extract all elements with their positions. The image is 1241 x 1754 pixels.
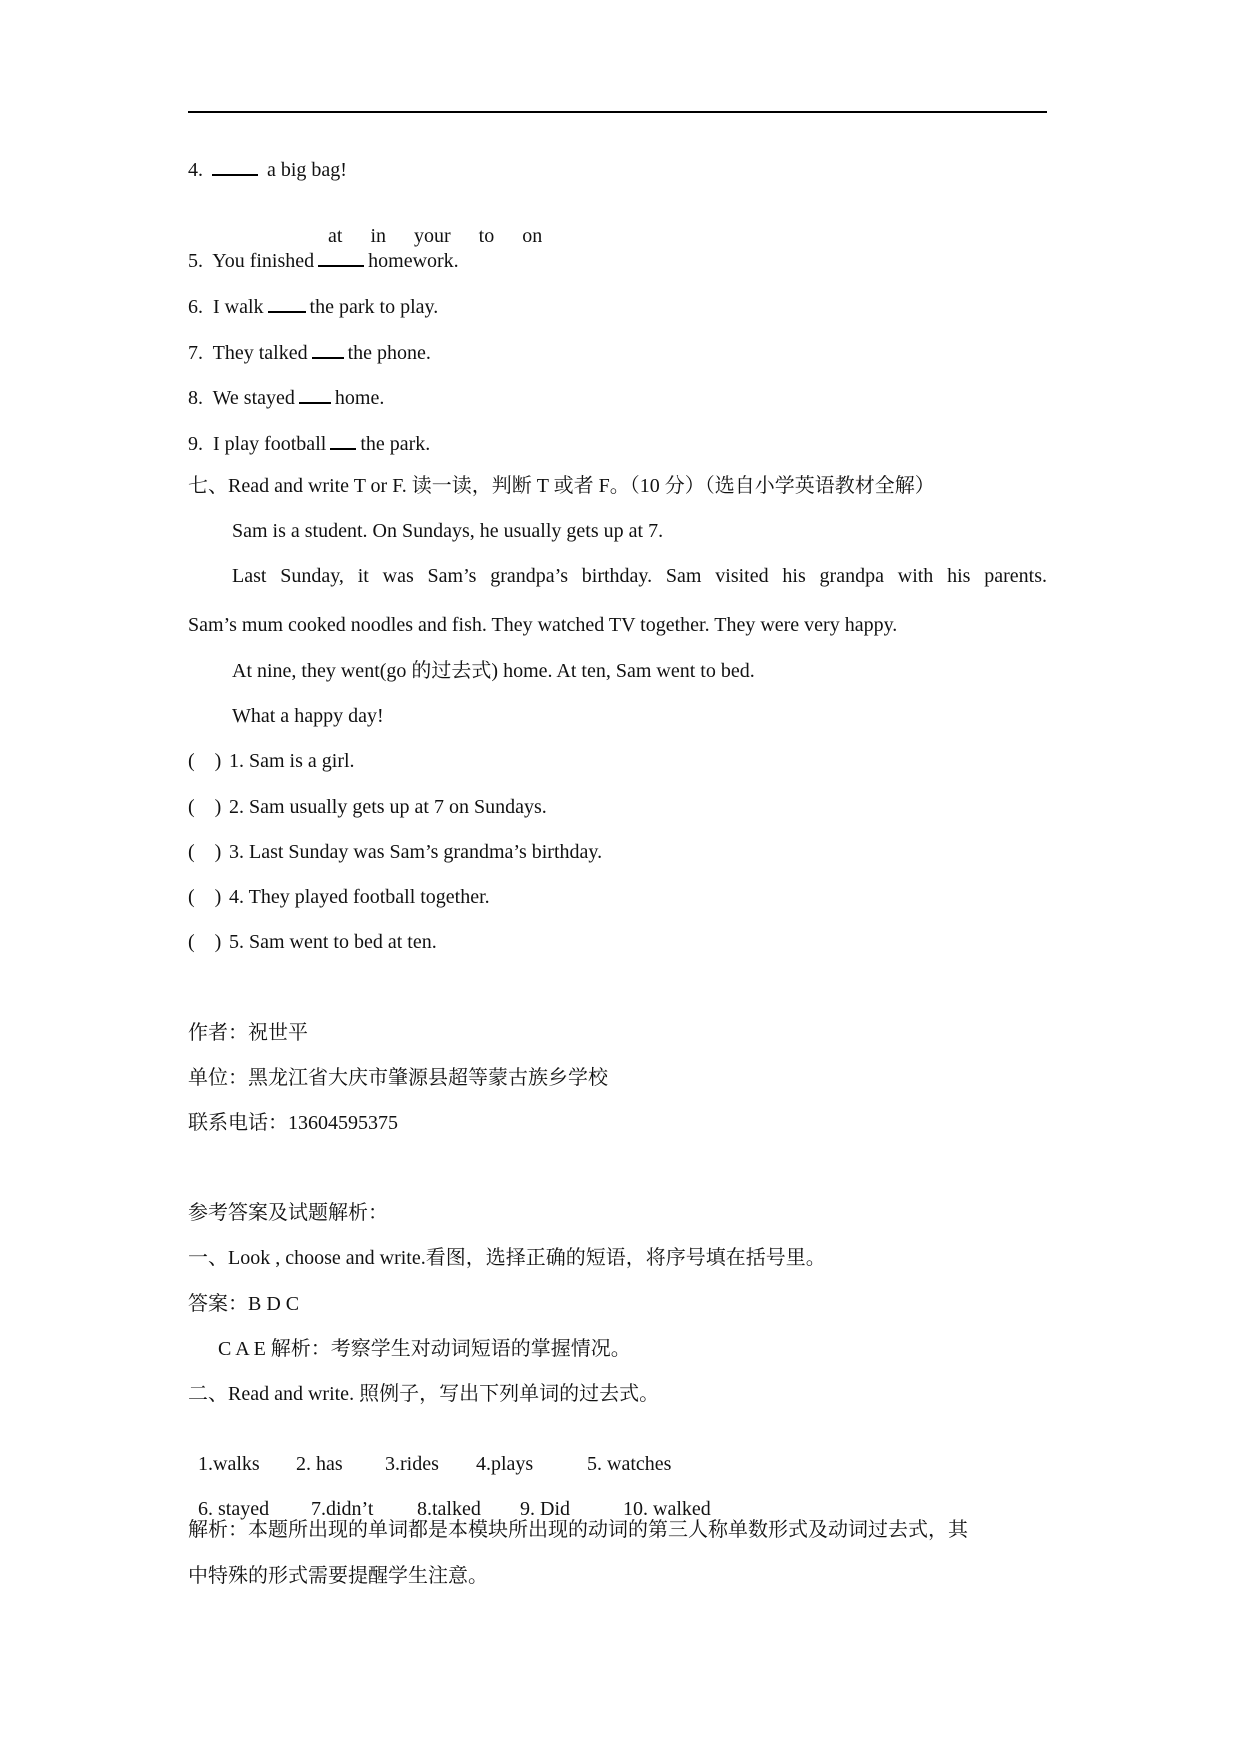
answer-blank[interactable] (299, 382, 331, 404)
option-word: your (414, 225, 451, 247)
option-word: at (328, 225, 343, 247)
question-text: a big bag! (267, 159, 347, 181)
answer-word: 3.rides (385, 1453, 439, 1475)
question-number: 8. (188, 387, 203, 409)
answer-parentheses[interactable]: ( ) (188, 931, 222, 953)
answer-parentheses[interactable]: ( ) (188, 796, 222, 818)
answer-section-2-analysis-cont: 中特殊的形式需要提醒学生注意。 (188, 1565, 488, 1587)
question-text: the park. (360, 433, 431, 455)
answer-word: 4.plays (476, 1453, 534, 1475)
question-9 (188, 428, 430, 456)
author-unit: 单位：黑龙江省大庆市肇源县超等蒙古族乡学校 (188, 1067, 608, 1089)
option-word: on (522, 225, 543, 247)
question-number: 7. (188, 342, 203, 364)
answer-parentheses[interactable]: ( ) (188, 841, 222, 863)
answer-blank[interactable] (312, 337, 344, 359)
question-7 (188, 337, 431, 365)
answer-word: 2. has (296, 1453, 343, 1475)
answer-section-2-title: 二、Read and write. 照例子，写出下列单词的过去式。 (188, 1383, 660, 1405)
answer-blank[interactable] (268, 291, 306, 313)
answer-section-2-analysis: 解析：本题所出现的单词都是本模块所出现的动词的第三人称单数形式及动词过去式，其 (188, 1519, 968, 1541)
option-word: in (370, 225, 386, 247)
question-text: I walk (213, 296, 264, 318)
answer-word: 8.talked (417, 1498, 481, 1520)
answer-word: 7.didn’t (311, 1498, 374, 1520)
author-phone: 联系电话：13604595375 (188, 1112, 398, 1134)
answer-blank[interactable] (330, 428, 356, 450)
passage-line: Sam’s mum cooked noodles and fish. They watched TV together. They were very happy. (188, 614, 898, 636)
answer-section-1-analysis: C A E 解析：考察学生对动词短语的掌握情况。 (218, 1338, 631, 1360)
word-options (318, 200, 570, 248)
question-text: the phone. (347, 342, 431, 364)
question-text: the park to play. (309, 296, 439, 318)
tf-item (188, 795, 547, 819)
question-number: 4. (188, 159, 203, 181)
question-text: You finished (212, 250, 315, 272)
answer-blank[interactable] (212, 154, 258, 176)
answers-heading: 参考答案及试题解析： (188, 1202, 388, 1224)
question-8 (188, 382, 384, 410)
tf-statement: 5. Sam went to bed at ten. (229, 931, 437, 953)
question-number: 5. (188, 250, 203, 272)
passage-line: Sam is a student. On Sundays, he usually gets up at 7. (232, 520, 664, 542)
answer-blank[interactable] (318, 245, 364, 267)
answer-row-1 (188, 1428, 671, 1476)
answer-word: 5. watches (587, 1453, 672, 1475)
answer-word: 10. walked (623, 1498, 711, 1520)
answer-row-2 (188, 1473, 711, 1521)
option-word: to (478, 225, 495, 247)
passage-line: Last Sunday, it was Sam’s grandpa’s birthday. Sam visited his grandpa with his parents. (232, 565, 1047, 587)
question-number: 6. (188, 296, 203, 318)
answer-word: 1.walks (198, 1453, 260, 1475)
question-number: 9. (188, 433, 203, 455)
answer-word: 9. Did (520, 1498, 570, 1520)
question-text: I play football (213, 433, 327, 455)
tf-statement: 3. Last Sunday was Sam’s grandma’s birthday. (229, 841, 603, 863)
question-text: home. (334, 387, 385, 409)
tf-statement: 2. Sam usually gets up at 7 on Sundays. (229, 796, 547, 818)
answer-word: 6. stayed (198, 1498, 270, 1520)
question-4 (188, 154, 347, 182)
question-6 (188, 291, 438, 319)
question-text: They talked (212, 342, 308, 364)
tf-statement: 4. They played football together. (229, 886, 490, 908)
tf-item (188, 930, 437, 954)
passage-line: At nine, they went(go 的过去式) home. At ten, Sam went to bed. (232, 660, 755, 682)
tf-item (188, 840, 602, 864)
header-rule (188, 111, 1047, 113)
question-text: homework. (368, 250, 459, 272)
author-name: 作者：祝世平 (188, 1022, 308, 1044)
answer-parentheses[interactable]: ( ) (188, 886, 222, 908)
answer-parentheses[interactable]: ( ) (188, 750, 222, 772)
answer-section-1-key: 答案：B D C (188, 1293, 300, 1315)
tf-item (188, 885, 490, 909)
answer-section-1-title: 一、Look , choose and write.看图，选择正确的短语，将序号填在括号里。 (188, 1247, 826, 1269)
tf-statement: 1. Sam is a girl. (229, 750, 355, 772)
question-text: We stayed (212, 387, 295, 409)
question-5 (188, 245, 459, 273)
section-7-title: 七、Read and write T or F. 读一读，判断 T 或者 F。（10 分）（选自小学英语教材全解） (188, 475, 935, 497)
passage-line: What a happy day! (232, 705, 384, 727)
tf-item (188, 749, 355, 773)
